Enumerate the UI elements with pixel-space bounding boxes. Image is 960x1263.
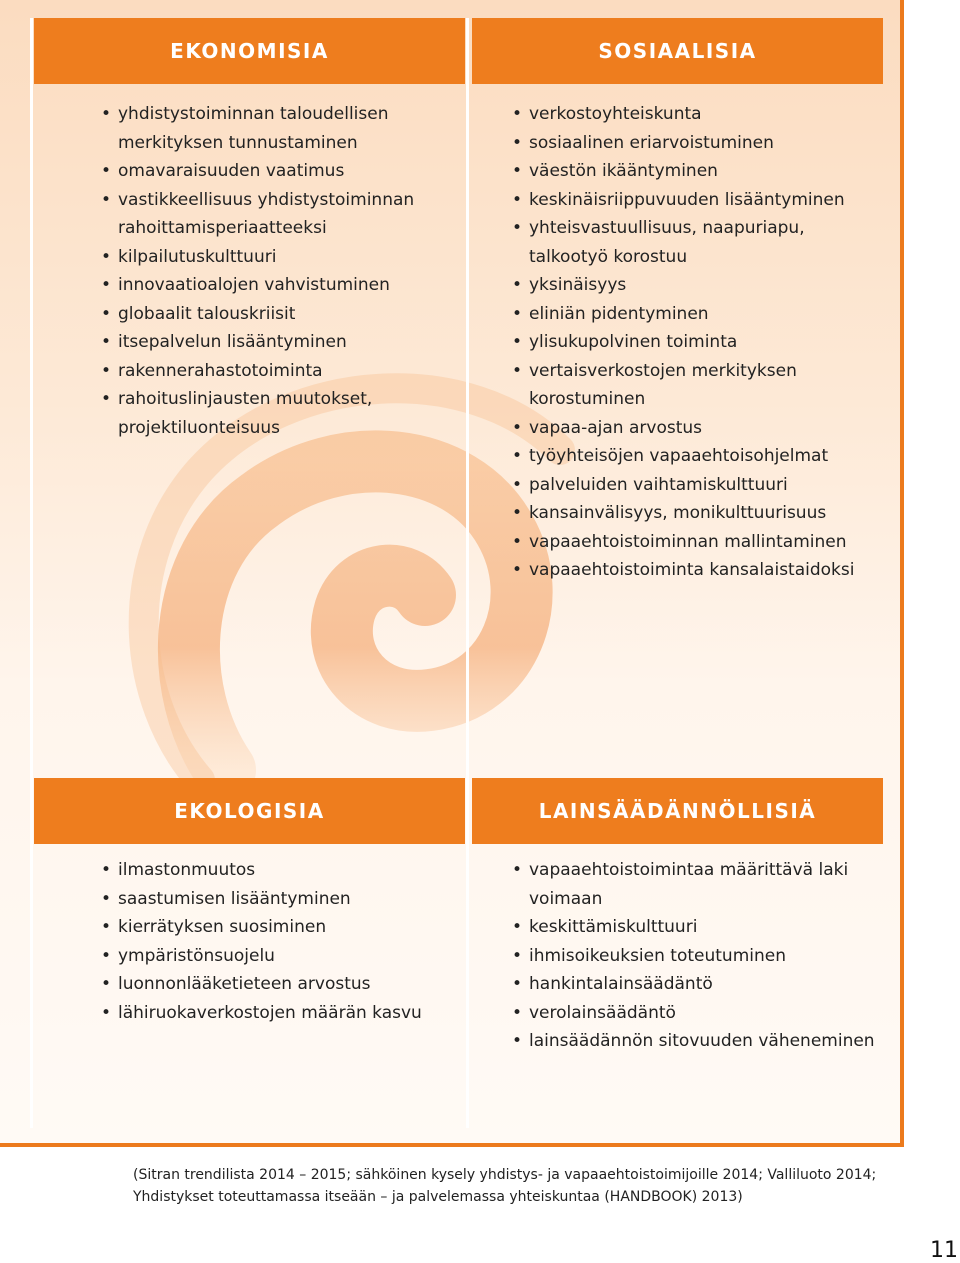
center-divider-top	[466, 18, 469, 778]
list-item: • ihmisoikeuksien toteutuminen	[511, 942, 881, 971]
economic-divider	[30, 18, 33, 778]
list-item: • yksinäisyys	[511, 271, 881, 300]
ecological-header	[34, 778, 465, 844]
list-item: • keskinäisriippuvuuden lisääntyminen	[511, 186, 881, 215]
social-list	[511, 100, 881, 585]
list-item: • vapaaehtoistoiminta kansalaistaidoksi	[511, 556, 881, 585]
list-item: • yhdistystoiminnan taloudellisen merkityksen tunnustaminen	[100, 100, 430, 157]
list-item: • keskittämiskulttuuri	[511, 913, 881, 942]
social-header	[472, 18, 883, 84]
citation-line-2: Yhdistykset toteuttamassa itseään – ja palvelemassa yhteiskuntaa (HANDBOOK) 2013)	[133, 1189, 743, 1205]
ecological-divider	[30, 778, 33, 1128]
list-item: • eliniän pidentyminen	[511, 300, 881, 329]
list-item: • kansainvälisyys, monikulttuurisuus	[511, 499, 881, 528]
social-title: SOSIAALISIA	[598, 39, 757, 63]
center-divider-bottom	[466, 778, 469, 1128]
list-item: • sosiaalinen eriarvoistuminen	[511, 129, 881, 158]
source-citation	[133, 1164, 893, 1208]
list-item: • rahoituslinjausten muutokset, projektiluonteisuus	[100, 385, 430, 442]
list-item: • yhteisvastuullisuus, naapuriapu, talkootyö korostuu	[511, 214, 881, 271]
list-item: • vapaa-ajan arvostus	[511, 414, 881, 443]
legislative-header	[472, 778, 883, 844]
list-item: • verkostoyhteiskunta	[511, 100, 881, 129]
legislative-list	[511, 856, 881, 1056]
ecological-title: EKOLOGISIA	[174, 799, 325, 823]
list-item: • luonnonlääketieteen arvostus	[100, 970, 450, 999]
ecological-list	[100, 856, 450, 1027]
list-item: • ylisukupolvinen toiminta	[511, 328, 881, 357]
list-item: • omavaraisuuden vaatimus	[100, 157, 430, 186]
list-item: • itsepalvelun lisääntyminen	[100, 328, 430, 357]
list-item: • vastikkeellisuus yhdistystoiminnan rahoittamisperiaatteeksi	[100, 186, 430, 243]
list-item: • lähiruokaverkostojen määrän kasvu	[100, 999, 450, 1028]
list-item: • kilpailutuskulttuuri	[100, 243, 430, 272]
page-number: 11	[930, 1238, 958, 1263]
economic-title: EKONOMISIA	[170, 39, 329, 63]
list-item: • työyhteisöjen vapaaehtoisohjelmat	[511, 442, 881, 471]
legislative-title: LAINSÄÄDÄNNÖLLISIÄ	[538, 799, 817, 823]
list-item: • saastumisen lisääntyminen	[100, 885, 450, 914]
economic-list	[100, 100, 430, 442]
list-item: • rakennerahastotoiminta	[100, 357, 430, 386]
economic-header	[34, 18, 465, 84]
list-item: • väestön ikääntyminen	[511, 157, 881, 186]
list-item: • ilmastonmuutos	[100, 856, 450, 885]
list-item: • vapaaehtoistoimintaa määrittävä laki voimaan	[511, 856, 881, 913]
list-item: • ympäristönsuojelu	[100, 942, 450, 971]
list-item: • palveluiden vaihtamiskulttuuri	[511, 471, 881, 500]
list-item: • verolainsäädäntö	[511, 999, 881, 1028]
citation-line-1: (Sitran trendilista 2014 – 2015; sähköinen kysely yhdistys- ja vapaaehtoistoimijoille 2014; Valliluoto 2014;	[133, 1167, 877, 1183]
list-item: • globaalit talouskriisit	[100, 300, 430, 329]
list-item: • innovaatioalojen vahvistuminen	[100, 271, 430, 300]
list-item: • vapaaehtoistoiminnan mallintaminen	[511, 528, 881, 557]
list-item: • vertaisverkostojen merkityksen korostuminen	[511, 357, 881, 414]
list-item: • hankintalainsäädäntö	[511, 970, 881, 999]
list-item: • kierrätyksen suosiminen	[100, 913, 450, 942]
list-item: • lainsäädännön sitovuuden väheneminen	[511, 1027, 881, 1056]
